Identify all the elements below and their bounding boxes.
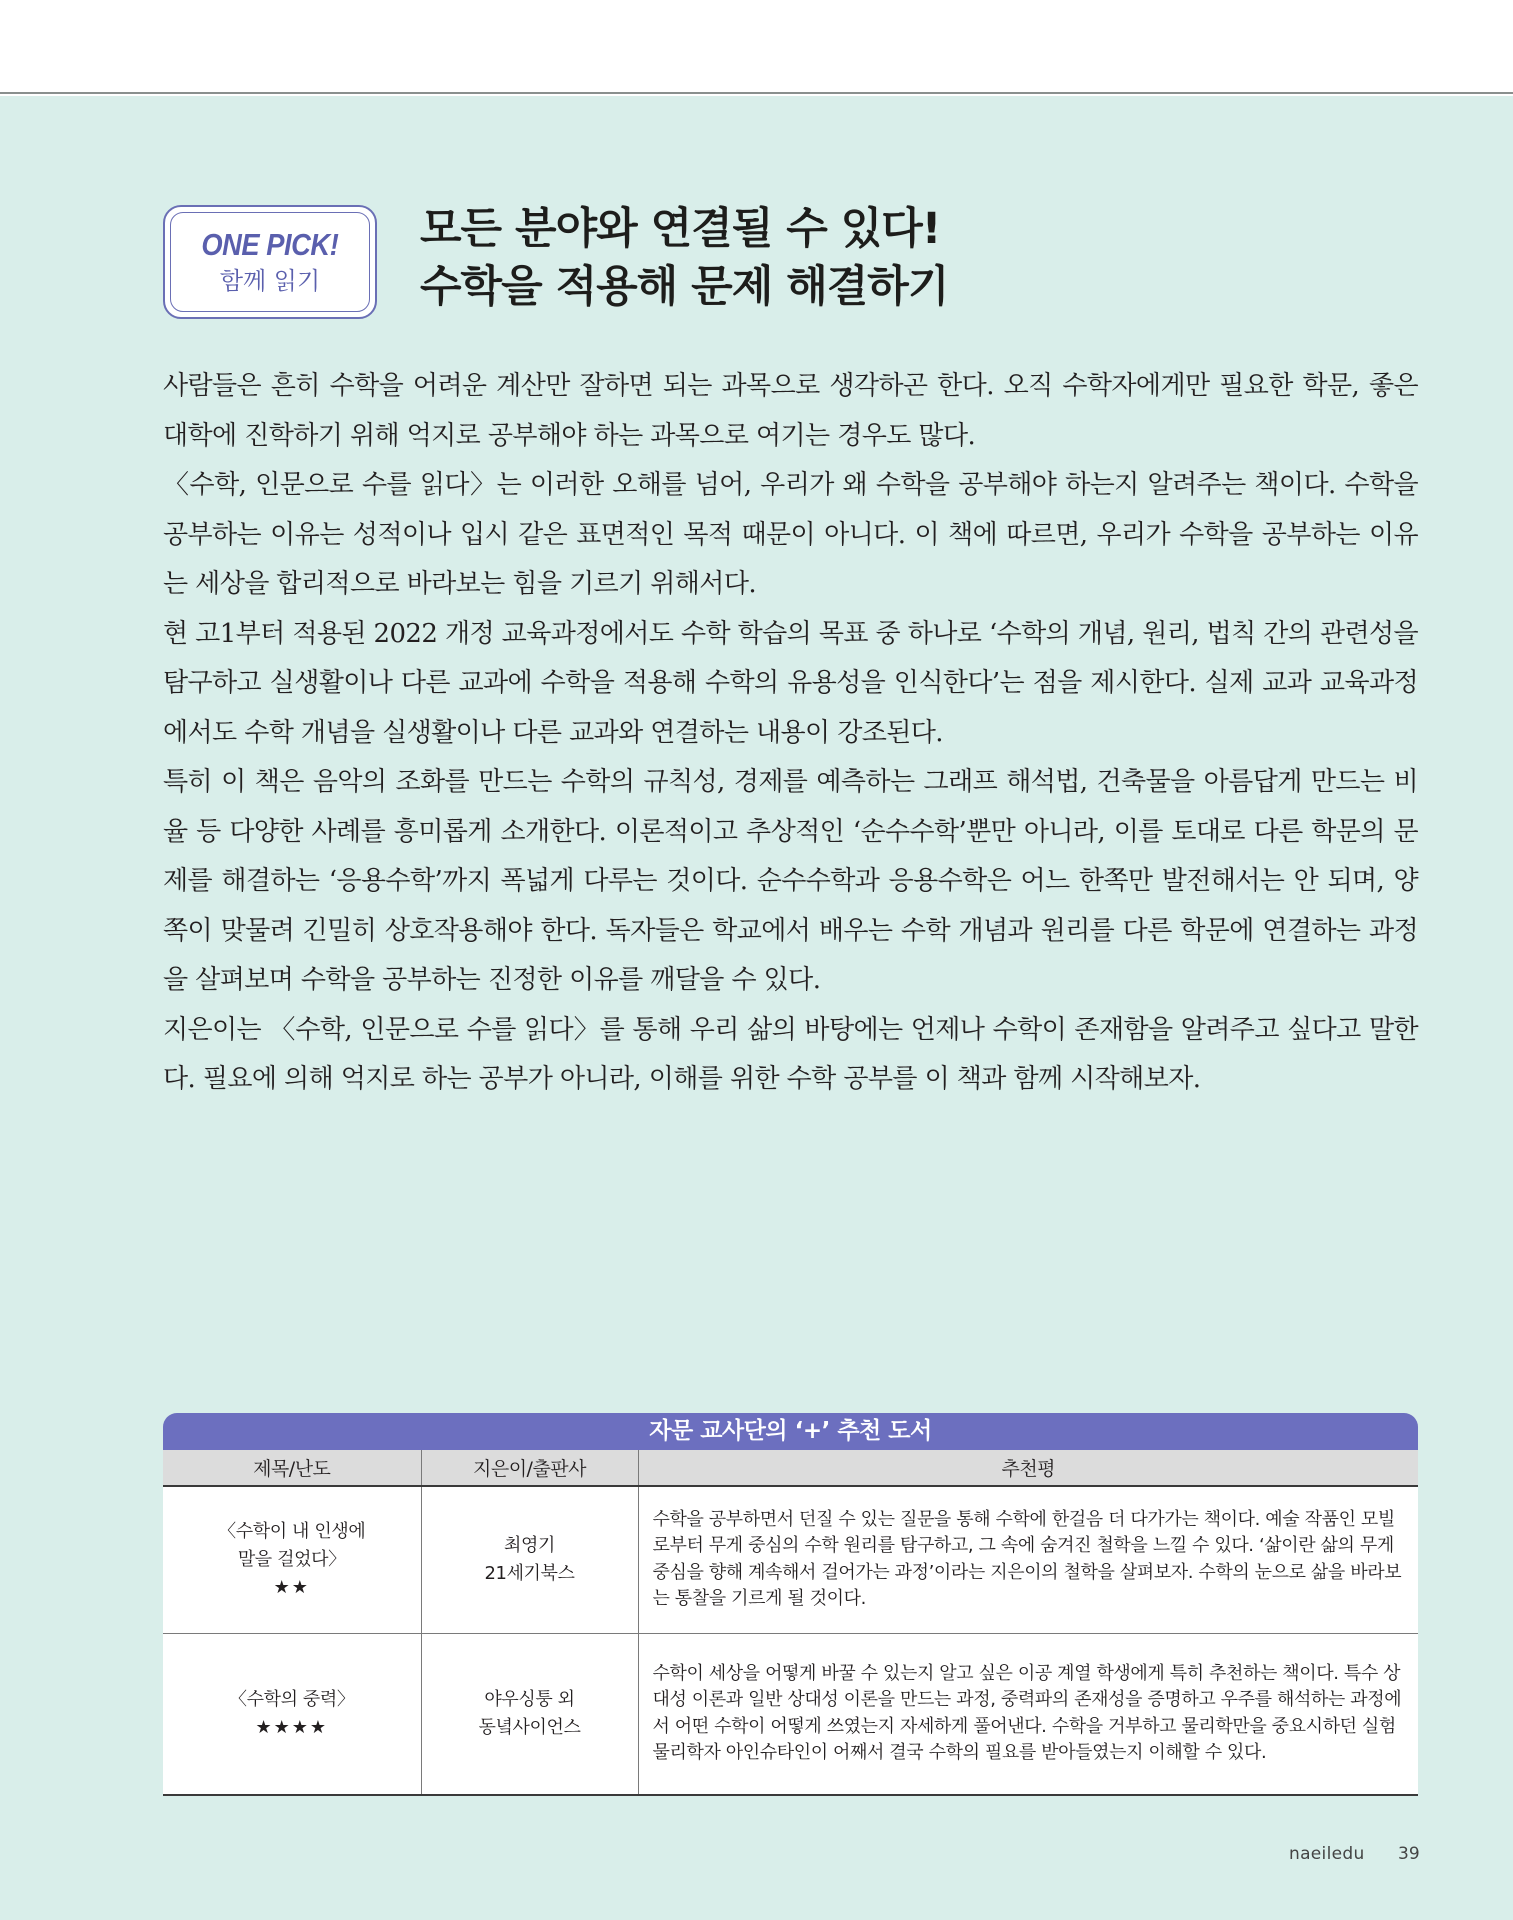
table-header-row bbox=[163, 1450, 1418, 1486]
badge-main-label: ONE PICK! bbox=[201, 227, 339, 262]
top-margin bbox=[0, 0, 1513, 94]
book-title-line: 〈수학의 중력〉 bbox=[229, 1688, 355, 1710]
publisher-name: 21세기북스 bbox=[484, 1562, 575, 1584]
table-row bbox=[163, 1486, 1418, 1633]
headline-line-2: 수학을 적용해 문제 해결하기 bbox=[420, 262, 949, 312]
badge-sub-label: 함께 읽기 bbox=[219, 267, 321, 295]
recommended-books-box bbox=[163, 1413, 1418, 1796]
paragraph: 〈수학, 인문으로 수를 읽다〉는 이러한 오해를 넘어, 우리가 왜 수학을 공부해야 하는지 알려주는 책이다. 수학을 공부하는 이유는 성적이나 입시 같은 표면적인 목적 때문이 아니다. 이 책에 따르면, 우리가 수학을 공부하는 이유는 세상을 합리적으로 바라보는 힘을 기르기 위해서다. bbox=[163, 470, 1418, 599]
page-number: 39 bbox=[1398, 1844, 1420, 1864]
paragraph: 지은이는 〈수학, 인문으로 수를 읽다〉를 통해 우리 삶의 바탕에는 언제나 수학이 존재함을 알려주고 싶다고 말한다. 필요에 의해 억지로 하는 공부가 아니라, 이해를 위한 수학 공부를 이 책과 함께 시작해보자. bbox=[163, 1014, 1418, 1094]
review-cell: 수학이 세상을 어떻게 바꿀 수 있는지 알고 싶은 이공 계열 학생에게 특히 추천하는 책이다. 특수 상대성 이론과 일반 상대성 이론을 만드는 과정, 중력파의 존재성을 증명하고 우주를 해석하는 과정에서 어떤 수학이 어떻게 쓰였는지 자세하게 풀어낸다. 수학을 거부하고 물리학만을 중요시하던 실험 물리학자 아인슈타인이 어째서 결국 수학의 필요를 받아들였는지 이해할 수 있다. bbox=[638, 1633, 1418, 1795]
one-pick-badge bbox=[163, 205, 377, 319]
author-publisher-cell bbox=[421, 1633, 638, 1795]
book-title-line: 〈수학이 내 인생에 bbox=[218, 1520, 366, 1542]
recommended-books-table bbox=[163, 1450, 1418, 1796]
author-name: 최영기 bbox=[504, 1534, 555, 1556]
article-body bbox=[163, 362, 1418, 1105]
table-row bbox=[163, 1633, 1418, 1795]
headline-line-1: 모든 분야와 연결될 수 있다! bbox=[420, 204, 941, 254]
paragraph: 특히 이 책은 음악의 조화를 만드는 수학의 규칙성, 경제를 예측하는 그래프 해석법, 건축물을 아름답게 만드는 비율 등 다양한 사례를 흥미롭게 소개한다. 이론적이고 추상적인 ‘순수수학’뿐만 아니라, 이를 토대로 다른 학문의 문제를 해결하는 ‘응용수학’까지 폭넓게 다루는 것이다. 순수수학과 응용수학은 어느 한쪽만 발전해서는 안 되며, 양쪽이 맞물려 긴밀히 상호작용해야 한다. 독자들은 학교에서 배우는 수학 개념과 원리를 다른 학문에 연결하는 과정을 살펴보며 수학을 공부하는 진정한 이유를 깨달을 수 있다. bbox=[163, 767, 1418, 995]
author-publisher-cell bbox=[421, 1486, 638, 1633]
footer-brand: naeiledu bbox=[1289, 1844, 1365, 1864]
header-title-difficulty: 제목/난도 bbox=[163, 1450, 421, 1486]
review-cell: 수학을 공부하면서 던질 수 있는 질문을 통해 수학에 한걸음 더 다가가는 책이다. 예술 작품인 모빌로부터 무게 중심의 수학 원리를 탐구하고, 그 속에 숨겨진 철학을 느낄 수 있다. ‘삶이란 삶의 무게 중심을 향해 계속해서 걸어가는 과정’이라는 지은이의 철학을 살펴보자. 수학의 눈으로 삶을 바라보는 통찰을 기르게 될 것이다. bbox=[638, 1486, 1418, 1633]
book-title-cell bbox=[163, 1633, 421, 1795]
publisher-name: 동녘사이언스 bbox=[478, 1716, 581, 1738]
difficulty-stars: ★★ bbox=[273, 1576, 310, 1598]
difficulty-stars: ★★★★ bbox=[255, 1716, 329, 1738]
paragraph: 현 고1부터 적용된 2022 개정 교육과정에서도 수학 학습의 목표 중 하나로 ‘수학의 개념, 원리, 법칙 간의 관련성을 탐구하고 실생활이나 다른 교과에 수학을 적용해 수학의 유용성을 인식한다’는 점을 제시한다. 실제 교과 교육과정에서도 수학 개념을 실생활이나 다른 교과와 연결하는 내용이 강조된다. bbox=[163, 618, 1419, 748]
article-headline bbox=[420, 200, 1420, 316]
paragraph: 사람들은 흔히 수학을 어려운 계산만 잘하면 되는 과목으로 생각하곤 한다. 오직 수학자에게만 필요한 학문, 좋은 대학에 진학하기 위해 억지로 공부해야 하는 과목으로 여기는 경우도 많다. bbox=[163, 371, 1418, 451]
author-name: 야우싱퉁 외 bbox=[484, 1688, 575, 1710]
book-title-cell bbox=[163, 1486, 421, 1633]
header-author-publisher: 지은이/출판사 bbox=[421, 1450, 638, 1486]
book-title-line: 말을 걸었다〉 bbox=[237, 1548, 346, 1570]
header-review: 추천평 bbox=[638, 1450, 1418, 1486]
recommended-books-title: 자문 교사단의 ‘+’ 추천 도서 bbox=[163, 1413, 1418, 1450]
